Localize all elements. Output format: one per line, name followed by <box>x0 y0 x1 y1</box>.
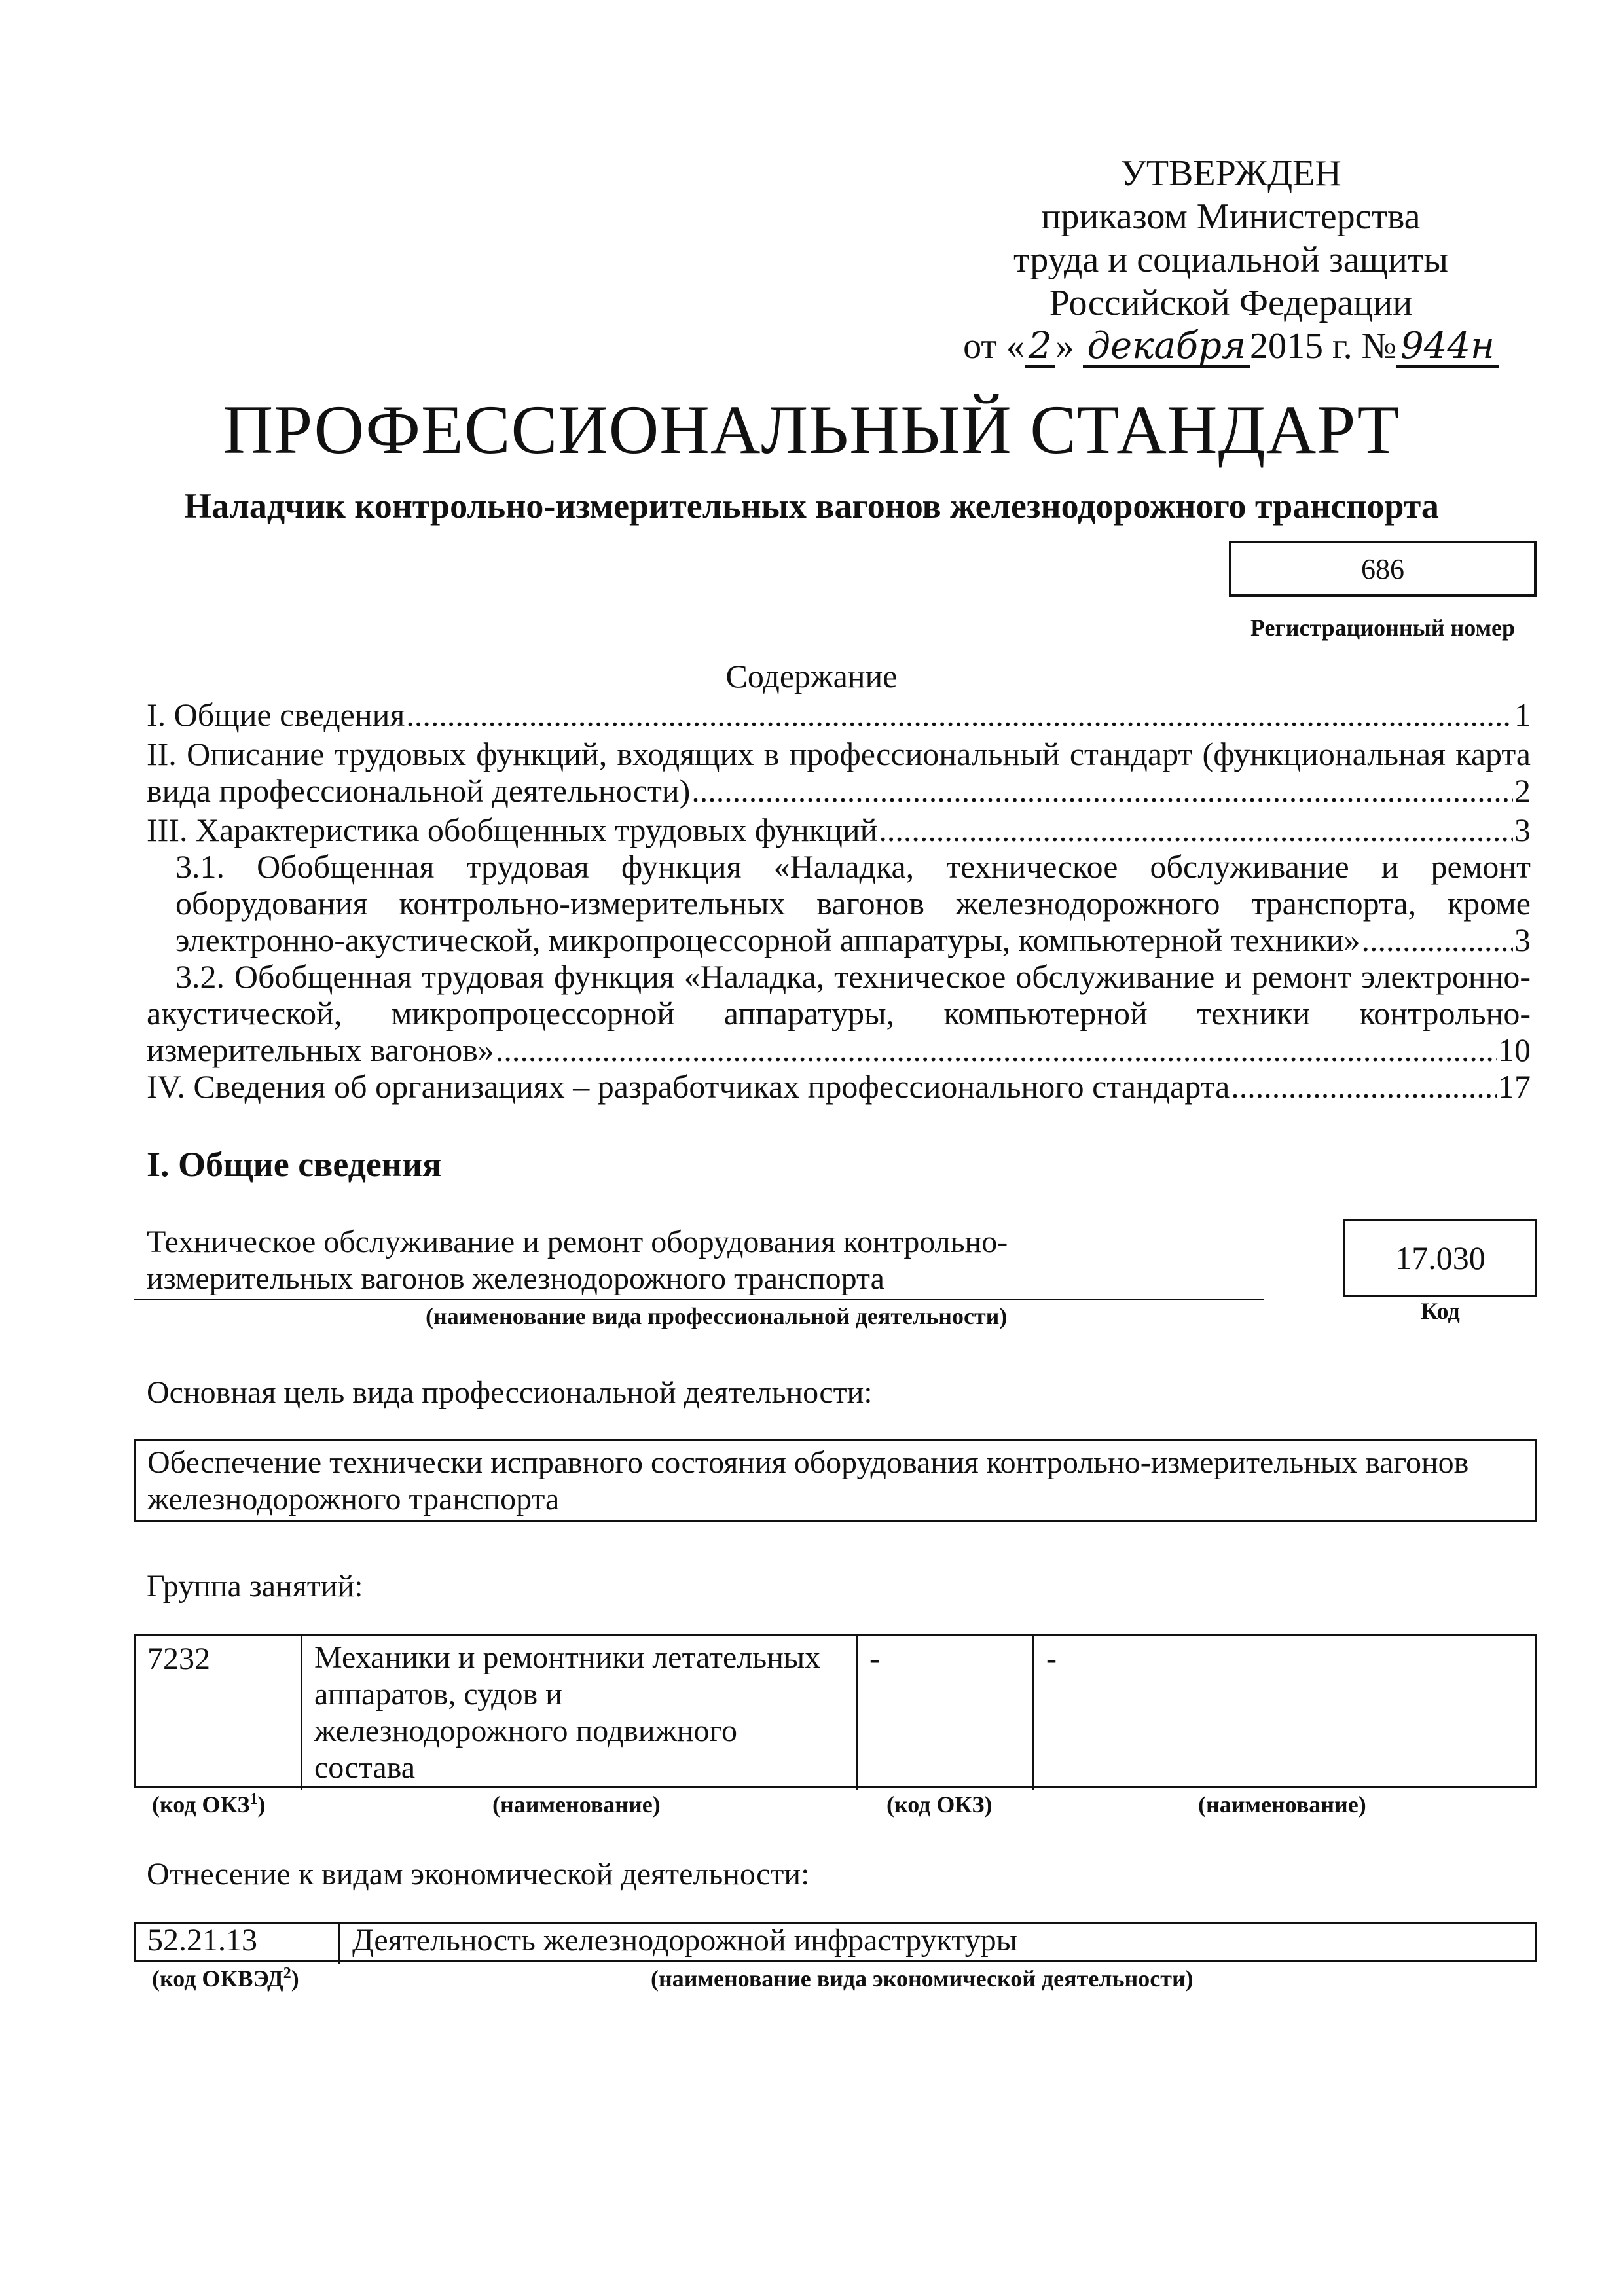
approval-number: 944н <box>1396 327 1499 368</box>
footnote-mark: 1 <box>249 1791 258 1808</box>
toc-item-page: 2 <box>1514 772 1531 809</box>
page-subtitle: Наладчик контрольно-измерительных вагонов железнодорожного транспорта <box>184 486 1439 526</box>
section-title: I. Общие сведения <box>147 1145 442 1184</box>
toc-item-page: 1 <box>1514 696 1531 733</box>
toc-item-text: III. Характеристика обобщенных трудовых функций <box>147 812 878 848</box>
table-cell-name: Деятельность железнодорожной инфраструктуры <box>352 1923 1017 1958</box>
caption-text: (код ОКВЭД <box>152 1965 283 1992</box>
toc-item-text[interactable]: оборудования контрольно-измерительных вагонов железнодорожного транспорта, кроме <box>175 885 1531 922</box>
caption-okz-code-2: (код ОКЗ) <box>886 1791 993 1818</box>
toc-item[interactable] <box>147 1067 1531 1106</box>
approval-line4: Российской Федерации <box>1049 283 1413 323</box>
toc-item[interactable] <box>147 810 1531 850</box>
toc-item-text[interactable]: 3.1. Обобщенная трудовая функция «Наладка, техническое обслуживание и ремонт <box>175 848 1531 885</box>
occupation-group-table <box>134 1634 1537 1788</box>
caption-occupation-name: (наименование) <box>492 1791 661 1818</box>
toc-leader <box>1362 920 1514 960</box>
goal-label: Основная цель вида профессиональной деятельности: <box>147 1375 873 1410</box>
activity-code-box <box>1343 1219 1537 1297</box>
registration-number-box <box>1229 541 1537 597</box>
table-cell-name: - <box>1046 1641 1057 1676</box>
economic-activity-table <box>134 1922 1537 1962</box>
toc-leader <box>691 771 1513 810</box>
table-cell-code: - <box>869 1641 880 1676</box>
occupation-name-line1: Механики и ремонтники летательных <box>314 1640 821 1675</box>
activity-name-line1: Техническое обслуживание и ремонт оборудования контрольно- <box>147 1225 1008 1259</box>
toc-item[interactable] <box>147 1030 1531 1069</box>
toc-item-text: IV. Сведения об организациях – разработчиках профессионального стандарта <box>147 1068 1230 1105</box>
activity-code-label: Код <box>1421 1298 1460 1324</box>
toc-leader <box>1231 1067 1497 1106</box>
activity-caption: (наименование вида профессиональной деятельности) <box>426 1303 1008 1329</box>
registration-number-label: Регистрационный номер <box>1250 615 1516 641</box>
toc-item[interactable] <box>147 771 1531 810</box>
table-cell-code: 7232 <box>147 1641 210 1676</box>
toc-item[interactable] <box>147 695 1531 734</box>
approval-block <box>903 152 1558 368</box>
toc-item-text: вида профессиональной деятельности) <box>147 772 691 809</box>
caption-text: ) <box>291 1965 299 1992</box>
caption-okved-code <box>152 1965 299 1992</box>
caption-okz-code <box>152 1791 266 1818</box>
toc-item-text[interactable]: 3.2. Обобщенная трудовая функция «Наладка, техническое обслуживание и ремонт электронно- <box>175 958 1531 995</box>
toc-item-page: 3 <box>1514 922 1531 958</box>
goal-text-line2: железнодорожного транспорта <box>147 1482 560 1516</box>
approval-date-month: декабря <box>1083 327 1250 368</box>
caption-text: ) <box>257 1791 266 1818</box>
caption-occupation-name-2: (наименование) <box>1198 1791 1366 1818</box>
approval-date-mid: » <box>1055 326 1074 367</box>
caption-economic-activity-name: (наименование вида экономической деятельности) <box>651 1965 1194 1992</box>
toc-heading: Содержание <box>725 658 898 694</box>
occupation-name-line2: аппаратов, судов и <box>314 1677 562 1712</box>
approval-line2: приказом Министерства <box>1041 196 1421 237</box>
occupation-name-line4: состава <box>314 1750 416 1785</box>
toc-item[interactable] <box>175 920 1531 960</box>
registration-number: 686 <box>1361 552 1404 585</box>
toc-item-text: электронно-акустической, микропроцессорной аппаратуры, компьютерной техники» <box>175 922 1360 958</box>
toc-item-page: 10 <box>1498 1031 1531 1068</box>
toc-item-text[interactable]: II. Описание трудовых функций, входящих в профессиональный стандарт (функциональная карта <box>147 736 1531 772</box>
approval-line3: труда и социальной защиты <box>1013 240 1448 280</box>
caption-text: (код ОКЗ <box>152 1791 250 1818</box>
toc-item-text[interactable]: акустической, микропроцессорной аппаратуры, компьютерной техники контрольно- <box>147 995 1531 1031</box>
occupation-group-label: Группа занятий: <box>147 1569 363 1604</box>
toc-item-page: 17 <box>1498 1068 1531 1105</box>
approval-date-prefix: от « <box>963 326 1025 367</box>
occupation-name-line3: железнодорожного подвижного <box>314 1713 737 1748</box>
toc-leader <box>496 1030 1497 1069</box>
goal-text-line1: Обеспечение технически исправного состояния оборудования контрольно-измерительных вагонов <box>147 1445 1469 1480</box>
activity-name-line2: измерительных вагонов железнодорожного транспорта <box>134 1259 1264 1300</box>
toc-item-page: 3 <box>1514 812 1531 848</box>
page-title: ПРОФЕССИОНАЛЬНЫЙ СТАНДАРТ <box>223 391 1400 468</box>
approval-date-year: 2015 г. № <box>1250 326 1397 367</box>
approval-date <box>903 325 1558 368</box>
toc-item-text: I. Общие сведения <box>147 696 405 733</box>
goal-box <box>134 1439 1537 1522</box>
economic-activity-label: Отнесение к видам экономической деятельности: <box>147 1857 810 1892</box>
table-cell-code: 52.21.13 <box>147 1923 257 1958</box>
approval-line1: УТВЕРЖДЕН <box>1120 153 1341 194</box>
activity-code: 17.030 <box>1395 1240 1486 1276</box>
toc-item-text: измерительных вагонов» <box>147 1031 494 1068</box>
toc-leader <box>406 695 1513 734</box>
toc-leader <box>879 810 1513 850</box>
footnote-mark: 2 <box>283 1965 291 1982</box>
approval-date-day: 2 <box>1025 327 1056 368</box>
table-cell-name <box>302 1633 856 1793</box>
